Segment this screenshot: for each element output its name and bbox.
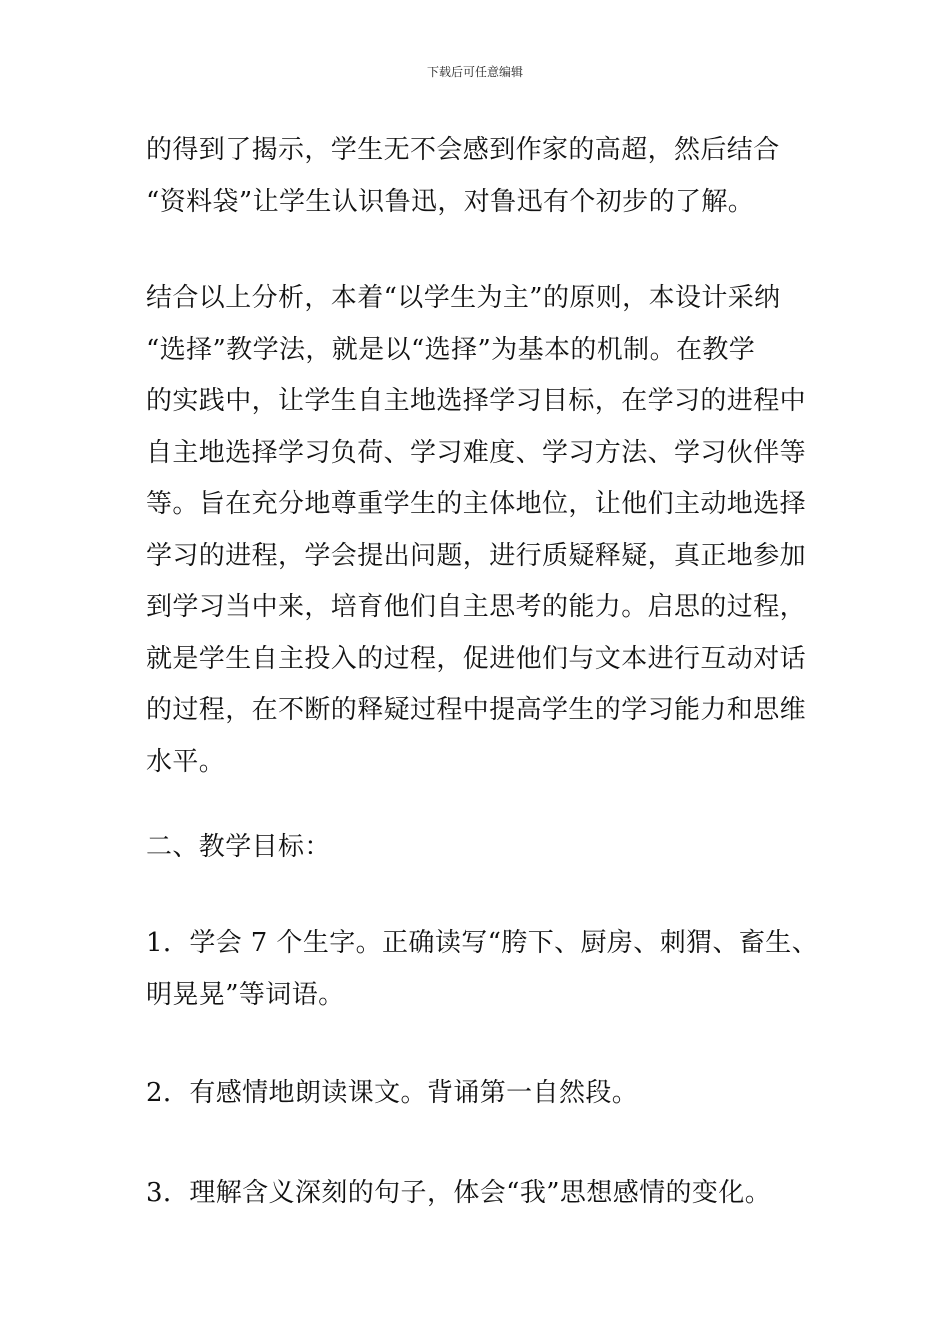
page-header: 下载后可任意编辑	[426, 65, 523, 79]
text-line: 明晃晃”等词语。	[146, 979, 345, 1010]
text-line: 等。旨在充分地尊重学生的主体地位，让他们主动地选择	[146, 489, 807, 519]
objective-item-1	[146, 918, 826, 1021]
text-line: 到学习当中来，培育他们自主思考的能力。启思的过程，	[146, 592, 807, 622]
heading-line: 二、教学目标：	[146, 832, 331, 862]
text-line: 1．学会 7 个生字。正确读写“胯下、厨房、刺猬、畜生、	[146, 928, 819, 958]
objective-item-3	[146, 1168, 826, 1220]
text-line: 学习的进程，学会提出问题，进行质疑释疑，真正地参加	[146, 540, 807, 571]
objective-item-2	[146, 1068, 826, 1120]
text-line: 的过程，在不断的释疑过程中提高学生的学习能力和思维	[146, 695, 807, 725]
text-line: 3．理解含义深刻的句子，体会“我”思想感情的变化。	[146, 1178, 772, 1208]
section-heading	[146, 822, 826, 874]
text-line: 2．有感情地朗读课文。背诵第一自然段。	[146, 1078, 639, 1108]
text-line: 自主地选择学习负荷、学习难度、学习方法、学习伙伴等	[146, 437, 807, 468]
text-line: 的得到了揭示，学生无不会感到作家的高超，然后结合	[146, 135, 780, 165]
paragraph-intro	[146, 125, 826, 228]
paragraph-analysis	[146, 273, 826, 788]
text-line: 结合以上分析，本着“以学生为主”的原则，本设计采纳	[146, 283, 781, 313]
text-line: 的实践中，让学生自主地选择学习目标，在学习的进程中	[146, 386, 807, 416]
text-line: 水平。	[146, 746, 226, 777]
text-line: “选择”教学法，就是以“选择”为基本的机制。在教学	[146, 334, 756, 365]
text-line: “资料袋”让学生认识鲁迅，对鲁迅有个初步的了解。	[146, 186, 755, 217]
text-line: 就是学生自主投入的过程，促进他们与文本进行互动对话	[146, 643, 807, 674]
